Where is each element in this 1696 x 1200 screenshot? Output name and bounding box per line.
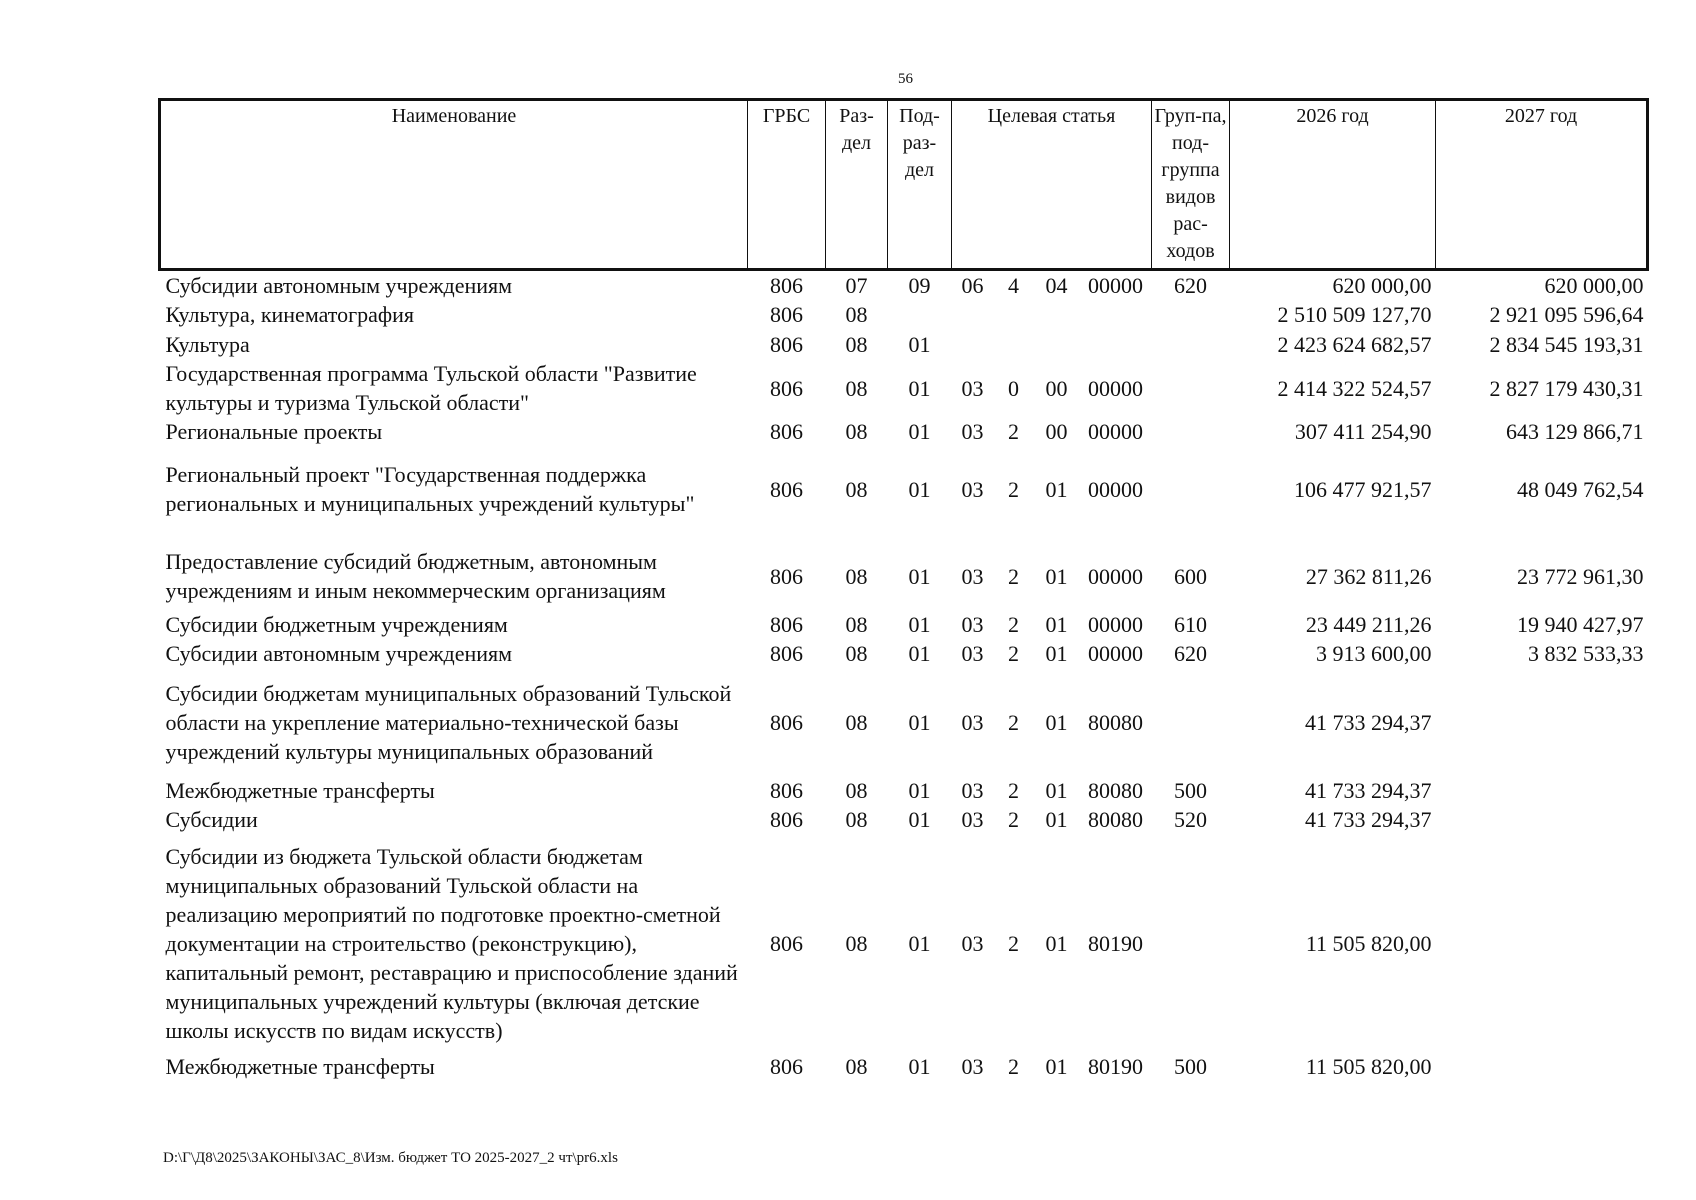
cell-target-event: 01 [1045,641,1068,666]
header-group: Груп-па, под-группа видов рас-ходов [1152,100,1230,270]
cell-podrazdel: 01 [908,1054,931,1079]
cell-target-event: 01 [1045,612,1068,637]
page-number: 56 [898,71,913,87]
cell-grbs: 806 [770,709,803,735]
cell-target-event: 04 [1045,273,1068,298]
cell-razdel: 08 [845,709,868,735]
cell-target-direction [1080,300,1152,329]
cell-name: Культура, кинематография [165,302,415,327]
cell-target-event: 01 [1045,807,1068,832]
cell-2026: 27 362 811,26 [1305,563,1432,589]
cell-target-subprogram: 2 [1008,419,1019,444]
cell-razdel: 08 [845,331,868,357]
cell-podrazdel: 01 [908,612,931,637]
cell-target-program: 03 [961,419,984,444]
cell-grbs: 806 [770,641,803,666]
cell-target-subprogram: 2 [1008,778,1019,803]
cell-target-program: 03 [961,563,984,589]
cell-podrazdel: 01 [908,641,931,666]
table-row [160,776,1648,805]
cell-2027: 48 049 762,54 [1517,476,1644,502]
cell-target-direction: 00000 [1088,375,1144,401]
cell-2026: 41 733 294,37 [1305,807,1432,832]
cell-name: Субсидии из бюджета Тульской области бюджетам муниципальных образований Тульской области на реализацию мероприятий по подготовке проектно-сметной документации на строительство (реконструкцию), капитальный ремонт, реставрацию и приспособление зданий муниципальных учреждений культуры (включая детские школы искусств по видам искусств) [165,843,738,1043]
cell-podrazdel: 01 [908,807,931,832]
table-row [160,446,1648,528]
table-row [160,668,1648,776]
cell-grbs: 806 [770,930,803,956]
cell-podrazdel [888,300,952,329]
cell-2027: 2 834 545 193,31 [1489,331,1644,357]
cell-target-program: 03 [961,778,984,803]
cell-razdel: 08 [845,807,868,832]
cell-target-direction: 00000 [1088,641,1144,666]
cell-target-program: 03 [961,807,984,832]
cell-2026: 2 414 322 524,57 [1277,375,1432,401]
cell-expense-group [1152,417,1230,446]
table-row [160,270,1648,301]
cell-2026: 2 423 624 682,57 [1277,331,1432,357]
cell-grbs: 806 [770,375,803,401]
cell-target-subprogram: 4 [1008,273,1019,298]
cell-razdel: 07 [845,273,868,298]
cell-2027: 620 000,00 [1544,273,1644,298]
table-row [160,359,1648,417]
cell-2026: 3 913 600,00 [1316,641,1432,666]
cell-target-direction: 80080 [1088,807,1144,832]
header-2027: 2027 год [1436,100,1648,270]
cell-podrazdel: 01 [908,476,931,502]
cell-expense-group: 500 [1174,778,1208,803]
cell-podrazdel: 01 [908,709,931,735]
cell-razdel: 08 [845,476,868,502]
cell-podrazdel: 01 [908,778,931,803]
cell-target-event: 01 [1045,1054,1068,1079]
cell-target-program: 03 [961,641,984,666]
cell-grbs: 806 [770,612,803,637]
cell-target-subprogram: 2 [1008,930,1019,956]
cell-name: Межбюджетные трансферты [165,778,435,803]
cell-expense-group [1152,359,1230,417]
header-2026: 2026 год [1230,100,1436,270]
cell-grbs: 806 [770,1054,803,1079]
cell-2026: 41 733 294,37 [1305,709,1432,735]
cell-target-event: 01 [1045,778,1068,803]
cell-target-program: 03 [961,612,984,637]
cell-target-subprogram: 2 [1008,612,1019,637]
cell-grbs: 806 [770,563,803,589]
table-row [160,1052,1648,1081]
cell-grbs: 806 [770,302,803,327]
table-row [160,834,1648,1052]
cell-target-program: 03 [961,709,984,735]
cell-grbs: 806 [770,807,803,832]
cell-grbs: 806 [770,476,803,502]
cell-podrazdel: 01 [908,375,931,401]
table-body [160,270,1648,1082]
cell-target-subprogram: 2 [1008,709,1019,735]
cell-target-direction [1080,329,1152,359]
table-row [160,329,1648,359]
cell-2026: 11 505 820,00 [1305,1054,1432,1079]
cell-2027: 19 940 427,97 [1517,612,1644,637]
table-row [160,417,1648,446]
cell-2027: 2 827 179 430,31 [1489,375,1644,401]
budget-table [158,98,1649,1081]
cell-2026: 2 510 509 127,70 [1277,302,1432,327]
cell-target-direction: 00000 [1088,273,1144,298]
header-name: Наименование [160,100,748,270]
cell-expense-group [1152,300,1230,329]
cell-target-program [952,300,994,329]
cell-expense-group [1152,329,1230,359]
cell-expense-group: 620 [1174,641,1208,666]
cell-2027: 23 772 961,30 [1517,563,1644,589]
table-row [160,639,1648,668]
cell-razdel: 08 [845,419,868,444]
header-grbs: ГРБС [748,100,826,270]
table-row [160,805,1648,834]
cell-razdel: 08 [845,375,868,401]
cell-expense-group: 500 [1174,1054,1208,1079]
cell-target-program [952,329,994,359]
cell-razdel: 08 [845,563,868,589]
table-row [160,300,1648,329]
cell-expense-group: 620 [1174,273,1208,298]
cell-name: Субсидии автономным учреждениям [165,273,513,298]
cell-name: Предоставление субсидий бюджетным, автономным учреждениям и иным некоммерческим организациям [165,549,666,603]
cell-razdel: 08 [845,1054,868,1079]
cell-target-subprogram: 2 [1008,476,1019,502]
cell-2026: 11 505 820,00 [1305,930,1432,956]
cell-razdel: 08 [845,930,868,956]
cell-razdel: 08 [845,612,868,637]
cell-2027 [1436,1052,1648,1081]
cell-2026: 106 477 921,57 [1294,476,1432,502]
cell-target-subprogram: 2 [1008,641,1019,666]
cell-target-program: 03 [961,1054,984,1079]
cell-2026: 41 733 294,37 [1305,778,1432,803]
header-target: Целевая статья [952,100,1152,270]
table-row [160,528,1648,610]
cell-expense-group [1152,446,1230,528]
cell-2027 [1436,776,1648,805]
cell-target-program: 03 [961,930,984,956]
cell-podrazdel: 09 [908,273,931,298]
cell-target-event: 01 [1045,563,1068,589]
cell-2027 [1436,805,1648,834]
cell-podrazdel: 01 [908,331,931,357]
cell-name: Культура [165,331,250,357]
cell-name: Субсидии бюджетам муниципальных образований Тульской области на укрепление материально-технической базы учреждений культуры муниципальных образований [165,680,732,764]
cell-2027 [1436,834,1648,1052]
cell-target-event [1034,300,1080,329]
cell-target-event: 01 [1045,930,1068,956]
header-razdel: Раз-дел [826,100,888,270]
cell-podrazdel: 01 [908,563,931,589]
cell-2026: 620 000,00 [1332,273,1432,298]
cell-2027: 643 129 866,71 [1506,419,1644,444]
cell-2027 [1436,668,1648,776]
cell-grbs: 806 [770,419,803,444]
cell-razdel: 08 [845,778,868,803]
cell-expense-group [1152,834,1230,1052]
cell-name: Региональные проекты [165,419,383,444]
cell-grbs: 806 [770,778,803,803]
cell-target-direction: 00000 [1088,419,1144,444]
cell-2026: 307 411 254,90 [1294,419,1432,444]
cell-grbs: 806 [770,331,803,357]
cell-2027: 3 832 533,33 [1528,641,1644,666]
cell-expense-group [1152,668,1230,776]
cell-razdel: 08 [845,641,868,666]
cell-target-direction: 80190 [1088,1054,1144,1079]
cell-target-direction: 00000 [1088,476,1144,502]
cell-expense-group: 520 [1174,807,1208,832]
cell-razdel: 08 [845,302,868,327]
cell-grbs: 806 [770,273,803,298]
cell-target-subprogram [994,300,1034,329]
cell-name: Субсидии [165,807,258,832]
cell-target-subprogram [994,329,1034,359]
cell-target-direction: 00000 [1088,612,1144,637]
cell-target-direction: 80080 [1088,709,1144,735]
cell-2026: 23 449 211,26 [1305,612,1432,637]
footer-path: D:\Г\Д8\2025\ЗАКОНЫ\ЗАС_8\Изм. бюджет ТО 2025-2027_2 чт\pr6.xls [163,1150,618,1166]
cell-expense-group: 600 [1174,563,1208,589]
cell-name: Государственная программа Тульской области "Развитие культуры и туризма Тульской области" [165,361,697,415]
cell-name: Региональный проект "Государственная поддержка региональных и муниципальных учреждений культуры" [165,462,695,516]
cell-expense-group: 610 [1174,612,1208,637]
cell-target-event: 01 [1045,476,1068,502]
cell-name: Субсидии автономным учреждениям [165,641,513,666]
cell-target-subprogram: 0 [1008,375,1019,401]
cell-target-subprogram: 2 [1008,807,1019,832]
cell-podrazdel: 01 [908,930,931,956]
table-row [160,610,1648,639]
header-podrazdel: Под-раз-дел [888,100,952,270]
cell-target-event: 00 [1045,375,1068,401]
header-row [160,100,1648,270]
cell-target-direction: 00000 [1088,563,1144,589]
cell-target-direction: 80190 [1088,930,1144,956]
cell-name: Субсидии бюджетным учреждениям [165,612,508,637]
cell-target-event [1034,329,1080,359]
cell-podrazdel: 01 [908,419,931,444]
cell-target-program: 06 [961,273,984,298]
cell-target-program: 03 [961,375,984,401]
cell-target-subprogram: 2 [1008,1054,1019,1079]
cell-target-subprogram: 2 [1008,563,1019,589]
cell-name: Межбюджетные трансферты [165,1054,435,1079]
cell-target-direction: 80080 [1088,778,1144,803]
cell-target-program: 03 [961,476,984,502]
cell-target-event: 01 [1045,709,1068,735]
cell-target-event: 00 [1045,419,1068,444]
cell-2027: 2 921 095 596,64 [1489,302,1644,327]
